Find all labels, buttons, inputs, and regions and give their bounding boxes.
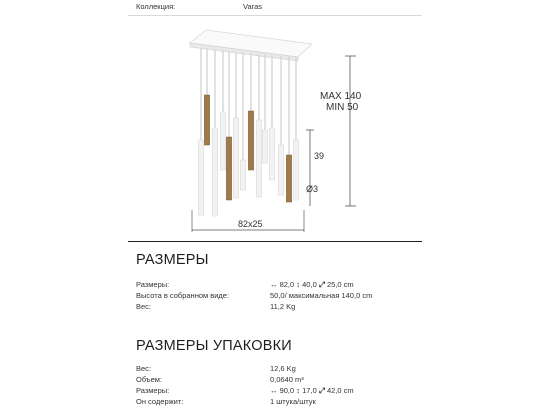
white-tube	[293, 140, 298, 200]
packaging-row-weight	[136, 364, 426, 374]
row-key: Объем:	[136, 375, 162, 384]
row-value: 0,0640 m³	[270, 375, 304, 384]
max-height-label: MAX 140	[320, 91, 362, 102]
width-arrow-icon: ↔	[270, 280, 278, 289]
white-tube	[240, 160, 245, 190]
row-value: 50,0/ максимальная 140,0 cm	[270, 291, 373, 300]
gold-tube	[226, 137, 231, 200]
row-key: Размеры:	[136, 386, 170, 395]
height-arrow-icon: ↕	[296, 280, 301, 289]
packaging-title: РАЗМЕРЫ УПАКОВКИ	[136, 338, 292, 354]
section-divider	[128, 241, 422, 242]
packaging-row-volume	[136, 375, 426, 385]
collection-value: Varas	[243, 2, 263, 11]
white-tube	[220, 112, 225, 170]
diameter-label: Ø3	[306, 184, 319, 194]
top-divider	[128, 15, 422, 16]
collection-label: Коллекция:	[136, 2, 176, 11]
gold-tube	[248, 111, 253, 170]
row-value: 12,6 Kg	[270, 364, 296, 373]
gold-tube	[286, 155, 291, 202]
product-dimension-drawing	[180, 20, 370, 235]
white-tube	[198, 140, 203, 215]
white-tube	[278, 145, 283, 195]
row-key: Размеры:	[136, 280, 170, 289]
row-value: ↔ 82,0 ↕ 40,0 ⤢ 25,0 cm	[270, 280, 354, 289]
depth-arrow-icon: ⤢	[318, 386, 325, 395]
row-value: 11,2 Kg	[270, 302, 296, 311]
white-tube	[233, 118, 238, 198]
dimensions-row-height	[136, 291, 426, 301]
dimensions-row-size	[136, 280, 426, 290]
height-arrow-icon: ↕	[296, 386, 301, 395]
white-tube	[262, 130, 267, 163]
min-height-label: MIN 50	[326, 102, 359, 113]
white-tube	[212, 128, 217, 216]
row-key: Вес:	[136, 302, 152, 311]
row-value: ↔ 90,0 ↕ 17,0 ⤢ 42,0 cm	[270, 386, 354, 395]
row-key: Он содержит:	[136, 397, 184, 406]
white-tube	[269, 128, 274, 180]
pendant-tubes	[198, 48, 298, 216]
row-key: Вес:	[136, 364, 152, 373]
row-key: Высота в собранном виде:	[136, 291, 230, 300]
white-tube	[256, 120, 261, 197]
tube-length-label: 39	[314, 151, 325, 161]
width-label: 82x25	[238, 219, 263, 229]
packaging-row-contents	[136, 397, 426, 407]
depth-arrow-icon: ⤢	[318, 280, 325, 289]
gold-tube	[204, 95, 209, 145]
row-value: 1 штука/штук	[270, 397, 316, 406]
dimensions-row-weight	[136, 302, 426, 312]
width-arrow-icon: ↔	[270, 386, 278, 395]
packaging-row-size	[136, 386, 426, 396]
dimensions-title: РАЗМЕРЫ	[136, 252, 209, 268]
